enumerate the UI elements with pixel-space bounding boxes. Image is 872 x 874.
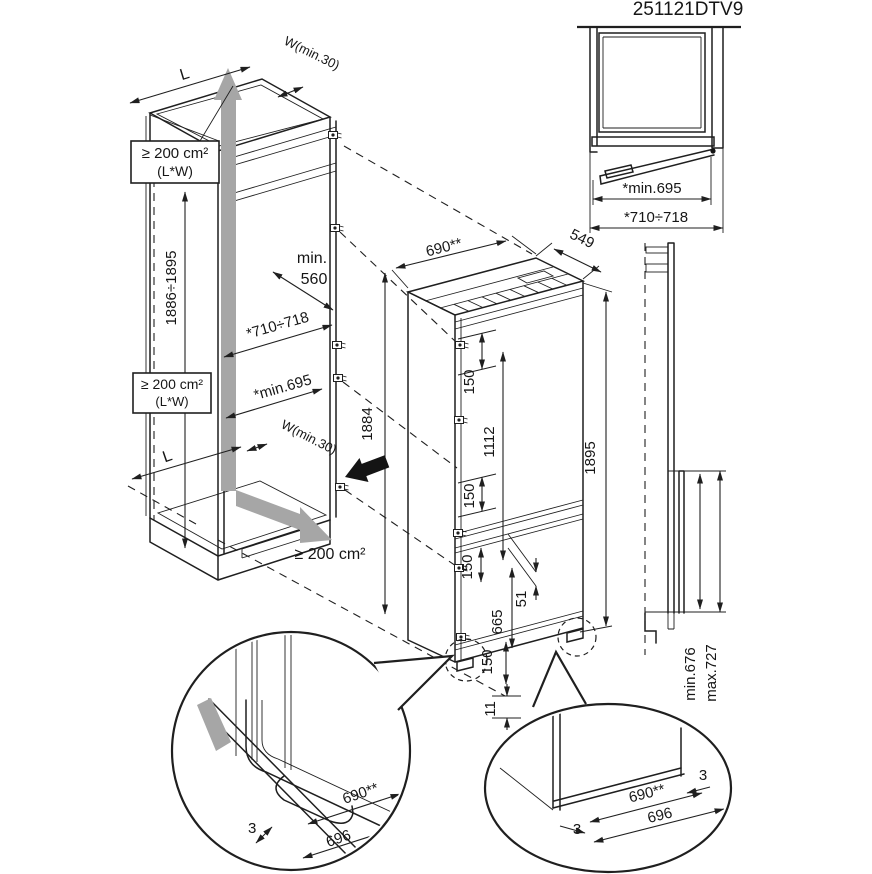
label-min676: min.676 bbox=[682, 647, 699, 701]
detail-left-pointer-fill bbox=[374, 656, 452, 710]
bottom-rail bbox=[455, 611, 583, 650]
label-detail-right-696: 696 bbox=[645, 804, 675, 827]
label-height-range: 1886÷1895 bbox=[163, 250, 180, 326]
detail-circle-left bbox=[172, 630, 452, 870]
cabinet-hinge-5 bbox=[336, 484, 349, 491]
dim-wall-bottom bbox=[247, 417, 339, 458]
label-min695: *min.695 bbox=[251, 371, 314, 405]
label-min: min. bbox=[296, 250, 328, 267]
label-detail-left-690: 690** bbox=[340, 779, 381, 808]
label-150-lower-mid: 150 bbox=[459, 554, 476, 580]
side-tab-1 bbox=[646, 247, 668, 253]
label-710-718: *710÷718 bbox=[244, 308, 311, 343]
plan-cabinet-walls bbox=[590, 27, 723, 152]
label-690-top: 690** bbox=[424, 234, 464, 261]
vent-requirement-mid bbox=[133, 373, 211, 413]
dim-appliance-width bbox=[392, 235, 536, 288]
label-L-top: L bbox=[177, 65, 192, 85]
plinth-vent-slot bbox=[242, 530, 302, 558]
label-150-upper-mid: 150 bbox=[461, 483, 478, 509]
label-detail-left-696: 696 bbox=[323, 826, 354, 851]
side-tab-2 bbox=[646, 264, 668, 272]
hinge-pivot bbox=[710, 148, 715, 153]
label-51: 51 bbox=[513, 590, 530, 608]
label-detail-right-3a: 3 bbox=[698, 767, 708, 784]
foot-callout-right bbox=[558, 618, 596, 656]
vent-mid-formula: (L*W) bbox=[155, 394, 189, 409]
label-150-top: 150 bbox=[461, 369, 478, 395]
label-floor-vent: ≥ 200 cm² bbox=[294, 546, 366, 563]
dim-width-outer bbox=[224, 309, 332, 357]
label-max727: max.727 bbox=[703, 644, 720, 702]
side-bottom-step bbox=[645, 613, 656, 643]
label-150-bottom: 150 bbox=[479, 649, 496, 675]
vent-mid-area: ≥ 200 cm² bbox=[140, 376, 204, 392]
cabinet-hinge-4 bbox=[334, 375, 347, 382]
cabinet-hinge-2 bbox=[331, 225, 344, 232]
insertion-arrow bbox=[345, 455, 389, 482]
label-560: 560 bbox=[300, 271, 328, 288]
top-plan-view bbox=[577, 0, 743, 233]
detail-right-side-edge bbox=[500, 768, 553, 810]
vent-top-area: ≥ 200 cm² bbox=[141, 145, 209, 162]
dim-appliance-depth bbox=[536, 226, 601, 279]
label-detail-right-690: 690** bbox=[627, 780, 667, 807]
dim-width-inner bbox=[226, 371, 322, 418]
dim-wall-top bbox=[278, 33, 342, 97]
control-panel bbox=[518, 271, 553, 283]
label-detail-right-3b: 3 bbox=[572, 821, 582, 838]
dim-niche-height-range bbox=[160, 192, 185, 548]
detail-left-panels bbox=[236, 630, 291, 770]
plan-open-door bbox=[600, 148, 716, 184]
side-profile-view bbox=[645, 243, 726, 702]
label-11: 11 bbox=[482, 701, 499, 717]
label-1884: 1884 bbox=[359, 407, 376, 441]
detail-left-foot bbox=[276, 776, 353, 823]
cabinet-hinge-1 bbox=[329, 132, 342, 139]
appliance-left-side bbox=[408, 292, 455, 662]
cabinet-hinge-3 bbox=[333, 342, 346, 349]
vent-top-formula: (L*W) bbox=[157, 163, 193, 179]
side-door-panel bbox=[679, 471, 684, 613]
dim-plan-min695: *min.695 bbox=[622, 180, 682, 197]
cabinet-right-edge bbox=[330, 117, 336, 520]
cabinet-top-rails bbox=[224, 127, 336, 204]
appliance-isometric bbox=[392, 226, 612, 730]
label-549: 549 bbox=[566, 225, 597, 253]
appliance-top-face bbox=[408, 258, 583, 315]
appliance-hinge-3 bbox=[454, 530, 467, 537]
dim-depth-min bbox=[273, 250, 333, 310]
label-detail-left-3: 3 bbox=[248, 820, 257, 837]
dim-plan-710-718: *710÷718 bbox=[623, 209, 689, 226]
label-1112: 1112 bbox=[481, 426, 498, 458]
dim-total-height bbox=[580, 283, 612, 632]
appliance-hinge-2 bbox=[455, 417, 468, 424]
label-L-bottom: L bbox=[160, 447, 175, 467]
side-panel bbox=[668, 243, 674, 613]
appliance-hinge-1 bbox=[456, 342, 469, 349]
label-W-bottom: W(min.30) bbox=[278, 416, 340, 458]
plan-appliance bbox=[592, 33, 714, 146]
dim-side-heights bbox=[645, 471, 726, 702]
detail-left-spacer bbox=[197, 698, 231, 751]
label-1895: 1895 bbox=[582, 441, 599, 475]
label-665: 665 bbox=[489, 609, 506, 635]
detail-right-panel bbox=[553, 710, 560, 810]
label-W-top: W(min.30) bbox=[281, 33, 343, 73]
cabinet-isometric bbox=[128, 33, 532, 696]
detail-left-gap-arrows bbox=[256, 827, 272, 843]
model-number: 251121DTV9 bbox=[632, 0, 744, 20]
detail-right-content bbox=[500, 710, 724, 842]
top-vent-grille bbox=[425, 267, 583, 315]
